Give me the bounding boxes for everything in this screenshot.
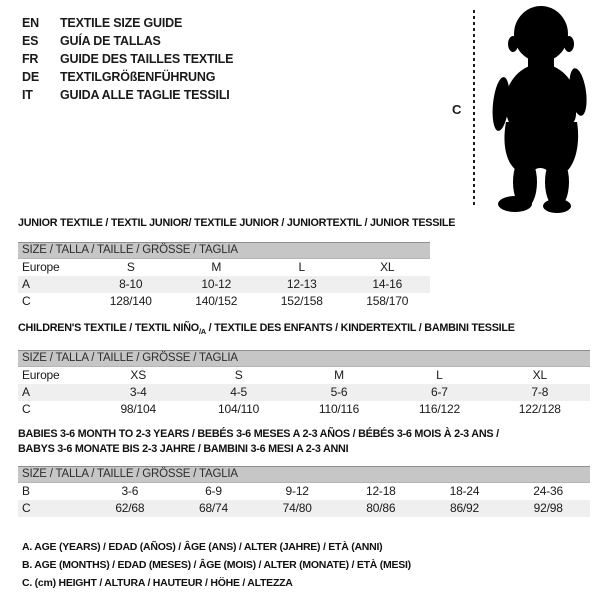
table-row (18, 500, 590, 517)
language-row (22, 68, 233, 86)
row-label-cell: A (22, 385, 30, 400)
legend-note-line: C. (cm) HEIGHT / ALTURA / HAUTEUR / HÖHE / ALTEZZA (22, 577, 293, 589)
value-cell: 158/170 (366, 294, 409, 308)
value-cell: 122/128 (518, 402, 561, 417)
value-cell: 10-12 (201, 277, 232, 291)
value-cell: XL (380, 260, 395, 274)
value-cell: 12-13 (286, 277, 317, 291)
value-cell: 152/158 (280, 294, 323, 308)
value-cell: 86/92 (449, 501, 479, 515)
table-row (18, 259, 430, 276)
value-cell: 14-16 (372, 277, 403, 291)
value-cell: 6-7 (431, 385, 448, 400)
value-cell: 98/104 (120, 402, 156, 417)
row-label-cell: C (22, 501, 31, 515)
language-row (22, 50, 233, 68)
value-cell: M (334, 368, 344, 383)
table-title-text: / TEXTILE DES ENFANTS / KINDERTEXTIL / BAMBINI TESSILE (205, 322, 515, 334)
value-cell: 7-8 (531, 385, 549, 400)
babies-textile-section (18, 427, 590, 517)
table-title (18, 216, 456, 231)
value-cell: 74/80 (282, 501, 312, 515)
value-cell: S (126, 260, 135, 274)
value-cell: 4-5 (230, 385, 247, 400)
value-cell: 104/110 (218, 402, 260, 417)
language-row (22, 32, 233, 50)
language-row (22, 86, 233, 104)
table-row (18, 293, 430, 310)
value-cell: 140/152 (195, 294, 238, 308)
table-row (18, 367, 590, 384)
childrens-textile-section (18, 321, 590, 418)
row-label-cell: Europe (22, 260, 60, 274)
value-cell: 116/122 (418, 402, 460, 417)
table-size-header: SIZE / TALLA / TAILLE / GRÖSSE / TAGLIA (18, 350, 590, 367)
language-code: ES (22, 34, 39, 48)
value-cell: L (436, 368, 443, 383)
table-title (18, 427, 590, 457)
table-size-header: SIZE / TALLA / TAILLE / GRÖSSE / TAGLIA (18, 466, 590, 483)
legend-notes (22, 538, 411, 592)
value-cell: 24-36 (533, 484, 563, 498)
row-label-cell: B (22, 484, 30, 498)
value-cell: 3-6 (121, 484, 139, 498)
language-title: TEXTILGRÖßENFÜHRUNG (60, 70, 216, 84)
value-cell: 6-9 (205, 484, 222, 498)
table-body (18, 367, 590, 418)
value-cell: XL (532, 368, 547, 383)
row-label-cell: C (22, 294, 31, 308)
value-cell: L (298, 260, 305, 274)
table-title-text: BABYS 3-6 MONATE BIS 2-3 JAHRE / BAMBINI 3-6 MESI A 2-3 ANNI (18, 443, 349, 455)
table-row (18, 483, 590, 500)
value-cell: 18-24 (449, 484, 480, 498)
value-cell: 5-6 (330, 385, 348, 400)
table-size-header: SIZE / TALLA / TAILLE / GRÖSSE / TAGLIA (18, 242, 430, 259)
value-cell: 80/86 (366, 501, 396, 515)
table-row (18, 384, 590, 401)
language-title: GUÍA DE TALLAS (60, 34, 161, 48)
value-cell: 62/68 (115, 501, 145, 515)
value-cell: 12-18 (365, 484, 396, 498)
language-code: DE (22, 70, 39, 84)
value-cell: 92/98 (533, 501, 563, 515)
table-body (18, 483, 590, 517)
table-title-text: JUNIOR TEXTILE / TEXTIL JUNIOR/ TEXTILE JUNIOR / JUNIORTEXTIL / JUNIOR TESSILE (18, 217, 456, 229)
language-code: FR (22, 52, 39, 66)
value-cell: 68/74 (198, 501, 228, 515)
row-label-cell: A (22, 277, 30, 291)
legend-note-line: B. AGE (MONTHS) / EDAD (MESES) / ÂGE (MOIS) / ALTER (MONATE) / ETÀ (MESI) (22, 559, 411, 571)
language-title-list (22, 14, 233, 104)
table-body (18, 259, 430, 310)
value-cell: 8-10 (119, 277, 143, 291)
row-label-cell: C (22, 402, 31, 417)
dashed-height-line (473, 10, 475, 208)
table-row (18, 276, 430, 293)
height-measure-label: C (452, 102, 462, 117)
language-title: GUIDE DES TAILLES TEXTILE (60, 52, 234, 66)
row-label-cell: Europe (22, 368, 60, 383)
table-title-text: CHILDREN'S TEXTILE / TEXTIL NIÑO (18, 322, 199, 334)
value-cell: 128/140 (109, 294, 152, 308)
legend-note-line: A. AGE (YEARS) / EDAD (AÑOS) / ÂGE (ANS) / ALTER (JAHRE) / ETÀ (ANNI) (22, 541, 383, 553)
value-cell: XS (130, 368, 146, 383)
table-title (18, 321, 590, 339)
value-cell: 9-12 (285, 484, 309, 498)
value-cell: S (234, 368, 243, 383)
table-row (18, 401, 590, 418)
language-title: GUIDA ALLE TAGLIE TESSILI (60, 88, 230, 102)
language-code: EN (22, 16, 39, 30)
value-cell: 3-4 (129, 385, 147, 400)
value-cell: M (211, 260, 222, 274)
language-title: TEXTILE SIZE GUIDE (60, 16, 183, 30)
toddler-silhouette-icon (484, 4, 599, 216)
value-cell: 110/116 (318, 402, 360, 417)
junior-textile-section (18, 216, 456, 310)
table-title-text: BABIES 3-6 MONTH TO 2-3 YEARS / BEBÉS 3-6 MESES A 2-3 AÑOS / BÉBÉS 3-6 MOIS À 2-3 ANS / (18, 428, 499, 440)
language-code: IT (22, 88, 33, 102)
table-title-text: /A (198, 327, 206, 337)
language-row (22, 14, 233, 32)
